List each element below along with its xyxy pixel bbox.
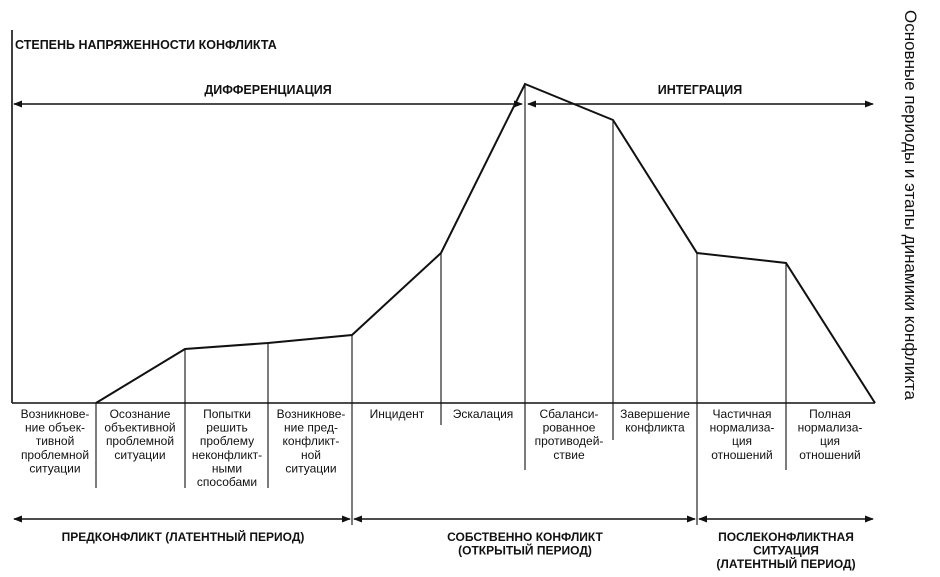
stage-label-line: Попытки <box>203 407 251 421</box>
stage-label-line: ситуации <box>285 461 337 476</box>
stage-label-7 <box>535 407 604 462</box>
stage-label-line: ние пред- <box>284 420 338 435</box>
stage-label-9 <box>710 407 775 462</box>
stage-label-line: тивной <box>35 434 75 449</box>
stage-label-line: противодей- <box>534 434 604 449</box>
phase-integration-label: ИНТЕГРАЦИЯ <box>657 83 743 97</box>
tension-curve <box>96 84 875 403</box>
period-label-3 <box>716 530 855 571</box>
stage-label-line: Сбаланси- <box>539 407 599 421</box>
stage-label-line: неконфликт- <box>191 447 263 462</box>
stage-label-10 <box>798 407 863 462</box>
stage-label-line: конфликта <box>625 420 685 435</box>
period-labels <box>62 529 856 571</box>
stage-label-line: объективной <box>104 420 176 435</box>
period-label-line: ПОСЛЕКОНФЛИКТНАЯ <box>718 530 854 544</box>
stage-label-line: Завершение <box>620 407 690 421</box>
stage-label-line: ция <box>819 434 841 449</box>
stage-label-line: ными <box>211 461 243 476</box>
stage-label-line: Эскалация <box>452 407 514 421</box>
stage-label-line: ция <box>731 434 753 449</box>
stage-label-line: ситуации <box>29 461 81 476</box>
stage-label-line: ствие <box>553 447 585 462</box>
stage-label-4 <box>277 407 346 475</box>
stage-label-line: решить <box>206 420 248 435</box>
stage-label-line: отношений <box>711 447 773 462</box>
stage-label-3 <box>192 407 262 489</box>
stage-label-line: способами <box>196 475 258 489</box>
stage-label-line: Частичная <box>712 407 772 421</box>
period-label-line: СИТУАЦИЯ <box>753 543 819 558</box>
phase-differentiation-label: ДИФФЕРЕНЦИАЦИЯ <box>204 83 332 97</box>
stage-label-line: отношений <box>799 447 861 462</box>
stage-dividers-upper <box>185 84 786 403</box>
stage-label-line: Возникнове- <box>20 407 90 421</box>
period-label-line: (ЛАТЕНТНЫЙ ПЕРИОД) <box>716 557 856 571</box>
stage-label-line: ние объек- <box>25 420 85 435</box>
stage-label-2 <box>104 407 175 462</box>
stage-label-line: конфликт- <box>282 434 340 449</box>
side-title-text: Основные периоды и этапы динамики конфликта <box>901 10 920 400</box>
stage-label-6 <box>453 407 514 421</box>
stage-label-8 <box>620 407 690 435</box>
stage-label-line: проблемной <box>20 447 90 462</box>
period-label-line: (ОТКРЫТЫЙ ПЕРИОД) <box>458 543 592 558</box>
stage-label-line: нормализа- <box>709 420 775 435</box>
stage-label-line: ситуации <box>114 447 166 462</box>
period-label-line: ПРЕДКОНФЛИКТ (ЛАТЕНТНЫЙ ПЕРИОД) <box>61 530 305 544</box>
stage-label-line: проблемной <box>105 434 175 449</box>
stage-label-line: Полная <box>809 407 851 421</box>
period-label-line: СОБСТВЕННО КОНФЛИКТ <box>447 530 603 544</box>
stage-label-1 <box>21 407 90 475</box>
y-axis-label: СТЕПЕНЬ НАПРЯЖЕННОСТИ КОНФЛИКТА <box>15 38 277 52</box>
stage-label-line: Возникнове- <box>276 407 346 421</box>
side-title <box>880 0 940 577</box>
stage-label-line: Инцидент <box>369 407 425 421</box>
stage-label-line: ной <box>300 447 322 462</box>
stage-label-line: проблему <box>199 434 255 449</box>
stage-label-line: нормализа- <box>797 420 863 435</box>
stage-label-5 <box>370 407 425 421</box>
period-label-1 <box>62 529 305 544</box>
stage-label-line: Осознание <box>109 407 171 421</box>
stage-label-line: рованное <box>542 420 596 435</box>
period-label-2 <box>447 530 603 558</box>
